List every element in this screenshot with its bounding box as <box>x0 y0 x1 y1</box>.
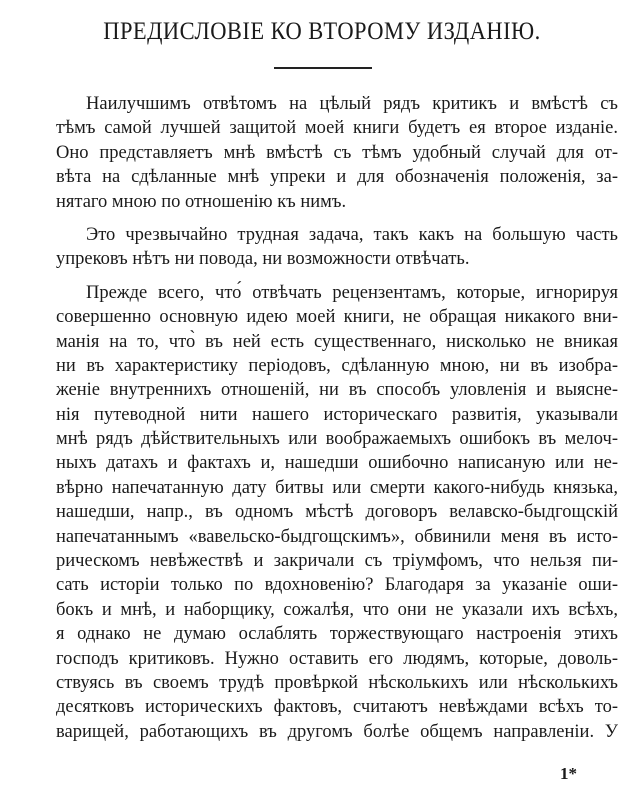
text-line: ни въ характеристику періодовъ, сдѣланную мною, ни въ изобра- <box>56 355 618 376</box>
text-line: нятаго мною по отношенію къ нимъ. <box>56 191 347 212</box>
text-line: вѣта на сдѣланные мнѣ упреки и для обозначенія положенія, за- <box>56 167 618 188</box>
text-line: нія путеводной нити нашего историческаго развитія, указывали <box>56 404 618 425</box>
paragraph-gap <box>56 272 618 281</box>
text-line: рическомъ невѣжествѣ и закричали съ тріумфомъ, что нельзя пи- <box>56 551 618 572</box>
text-line: женіе внутреннихъ отношеній, ни въ способъ уловленія и выясне- <box>56 380 618 401</box>
text-line: Прежде всего, что́ отвѣчать рецензентамъ, которые, игнорируя <box>86 282 618 303</box>
text-line: вѣрно напечатанную дату битвы или смерти какого-нибудь князька, <box>56 477 618 498</box>
paragraph <box>56 223 618 272</box>
text-line: ныхъ датахъ и фактахъ и, нашедши ошибочно написаную или не- <box>56 453 618 474</box>
paragraph-gap <box>56 214 618 223</box>
text-line: бокъ и мнѣ, и наборщику, сожалѣя, что они не указали ихъ всѣхъ, <box>56 599 618 620</box>
text-line: упрековъ нѣтъ ни повода, ни возможности отвѣчать. <box>56 249 470 270</box>
text-line: десятковъ историческихъ фактовъ, считаютъ невѣждами всѣхъ то- <box>56 697 618 718</box>
text-line: напечатаннымъ «вавельско-быдгощскимъ», обвинили меня въ исто- <box>56 526 618 547</box>
page-title: ПРЕДИСЛОВІЕ КО ВТОРОМУ ИЗДАНІЮ. <box>103 18 541 45</box>
signature-mark: 1* <box>560 764 577 783</box>
paragraph <box>56 92 618 214</box>
text-line: манія на то, что̀ въ ней есть существеннаго, нисколько не вникая <box>56 331 618 352</box>
text-line: Оно представляетъ мнѣ вмѣстѣ съ тѣмъ удобный случай для от- <box>56 142 618 163</box>
text-line: варищей, работающихъ въ другомъ болѣе общемъ направленіи. У <box>56 721 618 742</box>
text-line: Это чрезвычайно трудная задача, такъ какъ на большую часть <box>86 224 618 245</box>
text-line: ствуясь въ своемъ трудѣ провѣркой нѣсколькихъ или нѣсколькихъ <box>56 672 618 693</box>
text-line: совершенно основную идею моей книги, не обращая никакого вни- <box>56 307 618 328</box>
text-line: я однако не думаю ослаблять торжествующаго настроенія этихъ <box>56 624 618 645</box>
text-line: Наилучшимъ отвѣтомъ на цѣлый рядъ критикъ и вмѣстѣ съ <box>86 94 618 114</box>
paragraph <box>56 281 618 744</box>
body-text <box>56 92 618 744</box>
text-line: господъ критиковъ. Нужно оставить его людямъ, которые, доволь- <box>56 648 618 669</box>
text-line: тѣмъ самой лучшей защитой моей книги будетъ ея второе изданіе. <box>56 118 618 139</box>
text-line: нашедши, напр., въ одномъ мѣстѣ договоръ велавско-быдгощскій <box>56 502 618 523</box>
text-line: сать исторіи только по вдохновенію? Благодаря за указаніе оши- <box>56 575 618 596</box>
text-line: мнѣ рядъ дѣйствительныхъ или воображаемыхъ ошибокъ въ мелоч- <box>56 429 618 450</box>
title-divider <box>274 67 372 69</box>
